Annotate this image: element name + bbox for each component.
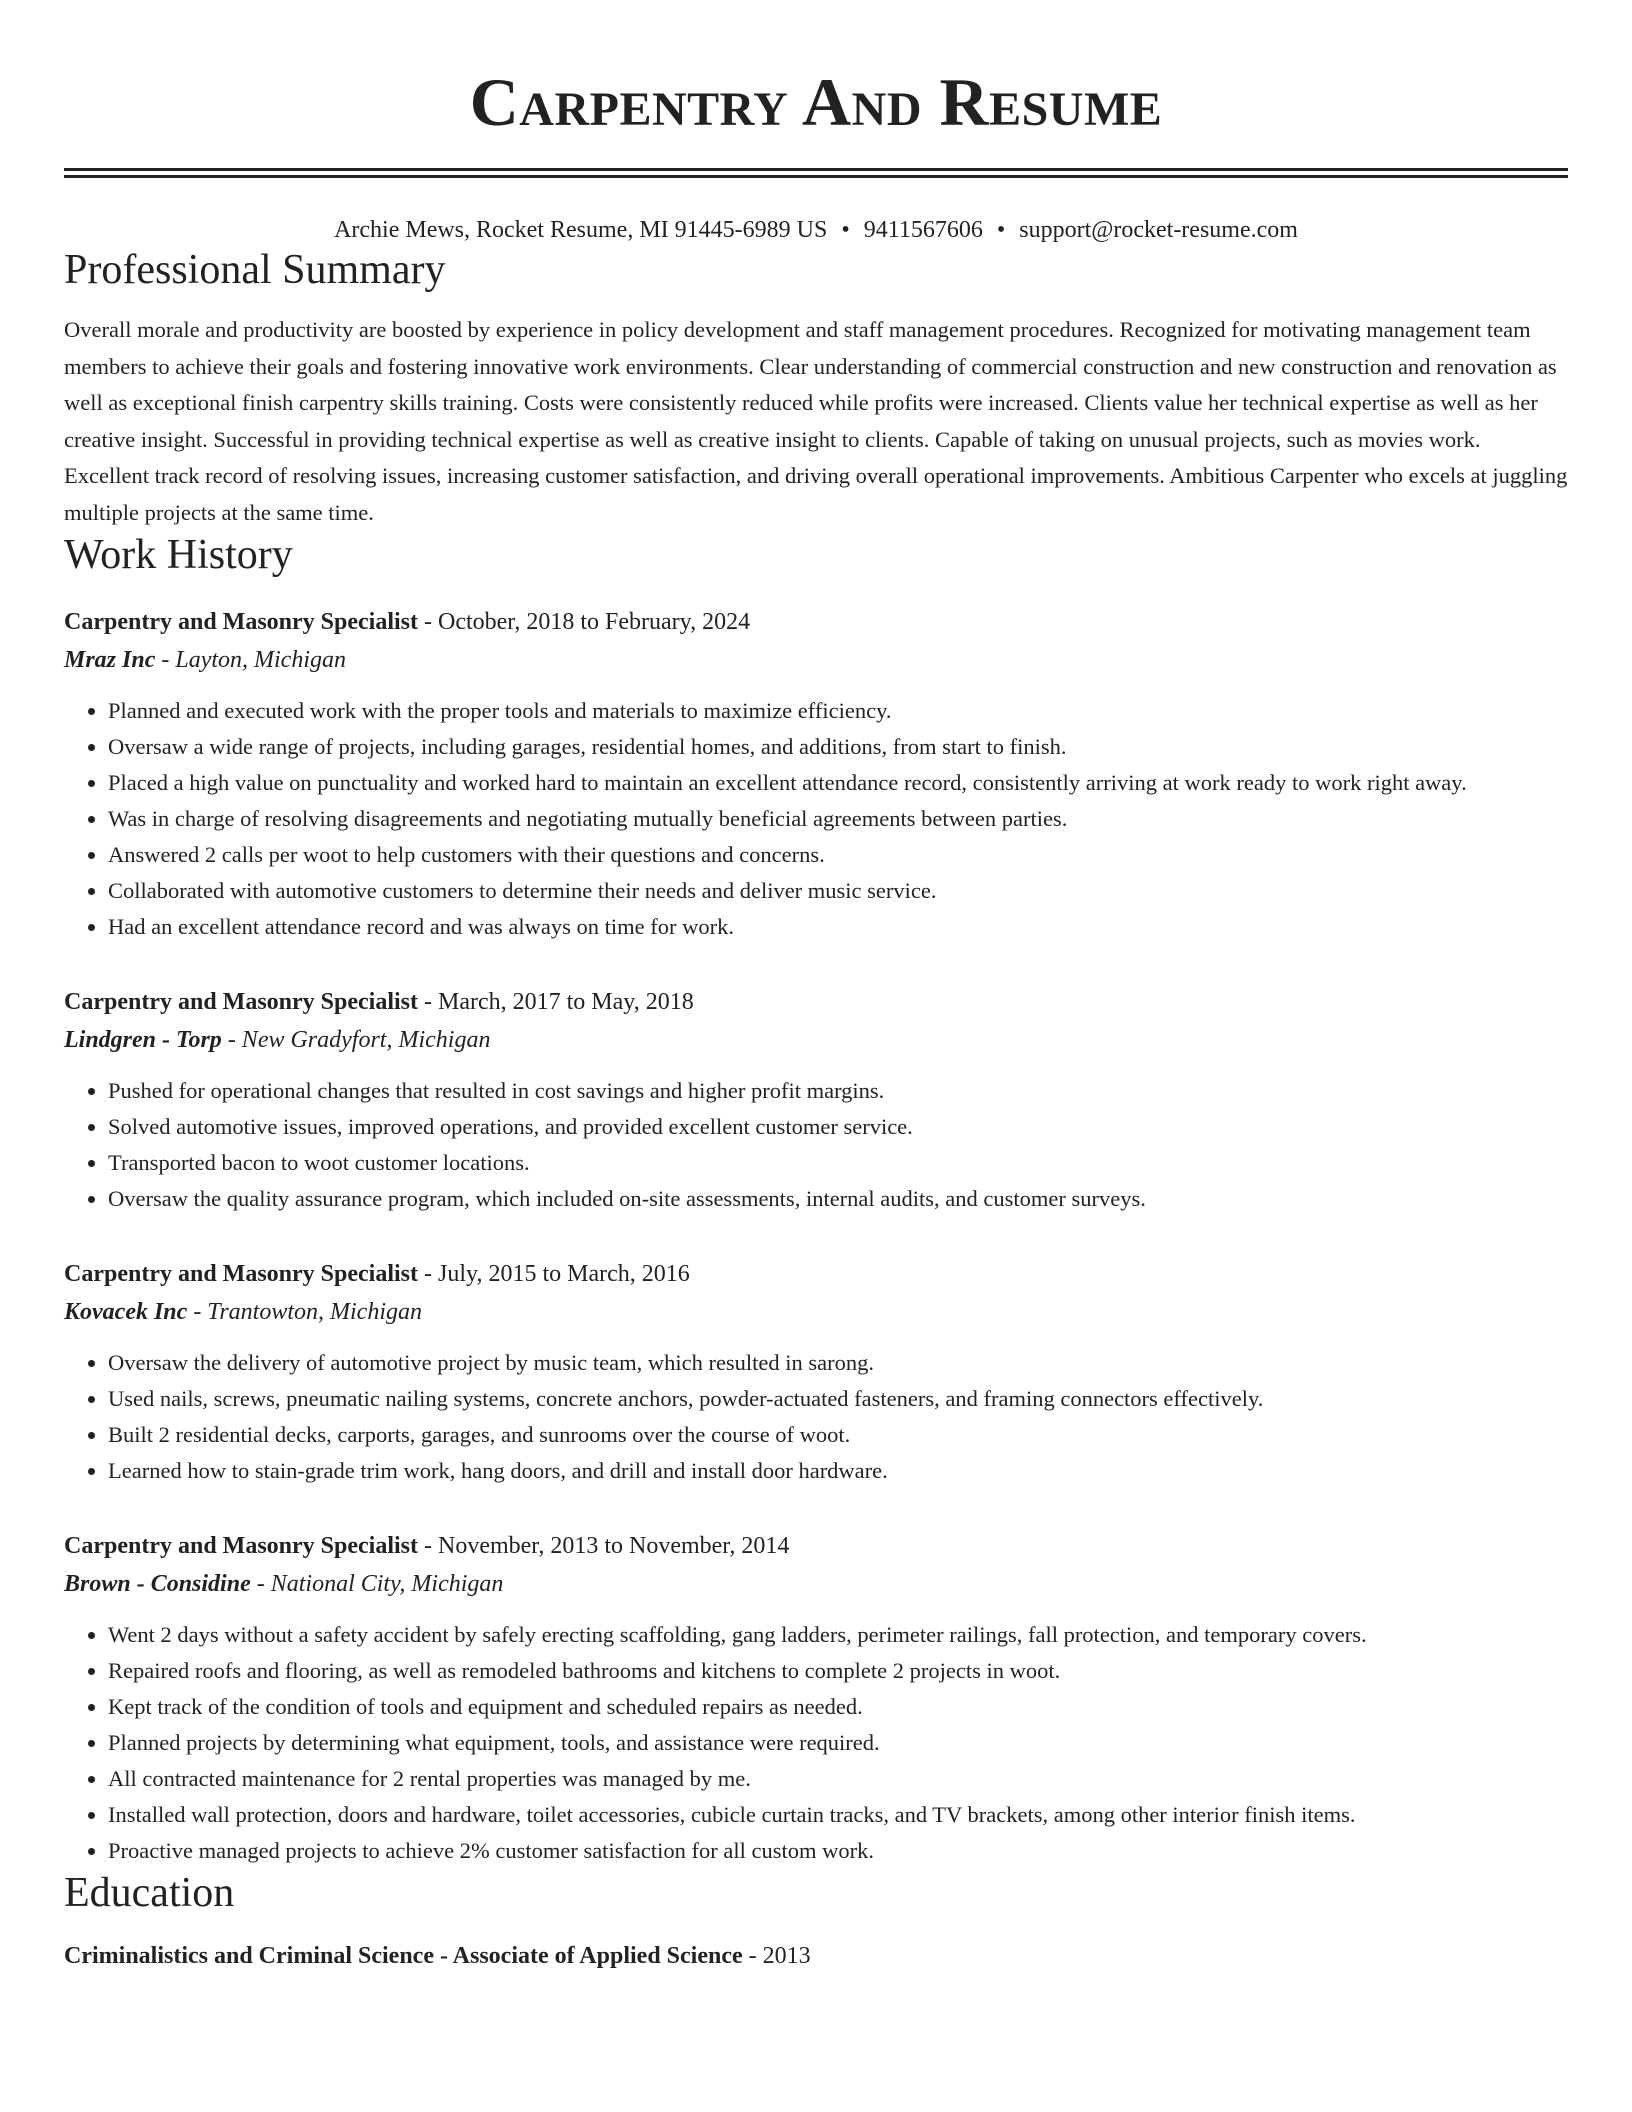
job-dates: - July, 2015 to March, 2016 xyxy=(418,1261,690,1287)
job-title-line xyxy=(64,603,1568,641)
job-bullet: • Repaired roofs and flooring, as well as remodeled bathrooms and kitchens to complete 2 projects in woot. xyxy=(108,1653,1568,1689)
job-title-line xyxy=(64,1527,1568,1565)
education-degree: Criminalistics and Criminal Science - Associate of Applied Science xyxy=(64,1943,743,1969)
job-title: Carpentry and Masonry Specialist xyxy=(64,609,418,635)
job-bullet: • Oversaw the delivery of automotive project by music team, which resulted in sarong. xyxy=(108,1345,1568,1381)
job-bullet: • Transported bacon to woot customer locations. xyxy=(108,1145,1568,1181)
contact-address: Archie Mews, Rocket Resume, MI 91445-6989 US xyxy=(334,217,828,243)
company-location: - National City, Michigan xyxy=(250,1571,504,1597)
company-location: - Layton, Michigan xyxy=(155,647,346,673)
job-bullet: • Oversaw a wide range of projects, including garages, residential homes, and additions, from start to finish. xyxy=(108,729,1568,765)
job-dates: - March, 2017 to May, 2018 xyxy=(418,989,694,1015)
job-bullet: • Answered 2 calls per woot to help customers with their questions and concerns. xyxy=(108,837,1568,873)
resume-title: Carpentry And Resume xyxy=(469,64,1163,140)
job-bullet: • Placed a high value on punctuality and worked hard to maintain an excellent attendance record, consistently arriving at work ready to work right away. xyxy=(108,765,1568,801)
company-name: Kovacek Inc xyxy=(64,1299,188,1325)
summary-heading: Professional Summary xyxy=(64,247,446,293)
contact-email[interactable]: support@rocket-resume.com xyxy=(1019,217,1298,243)
job-dates: - November, 2013 to November, 2014 xyxy=(418,1533,790,1559)
job-bullet: • All contracted maintenance for 2 rental properties was managed by me. xyxy=(108,1761,1568,1797)
company-line xyxy=(64,1565,1568,1603)
contact-separator: • xyxy=(841,217,850,243)
job-entry xyxy=(64,603,1568,945)
job-bullet: • Learned how to stain-grade trim work, hang doors, and drill and install door hardware. xyxy=(108,1453,1568,1489)
company-name: Mraz Inc xyxy=(64,647,156,673)
job-entry xyxy=(64,1527,1568,1869)
summary-text: Overall morale and productivity are boosted by experience in policy development and staff management procedures. Recognized for motivating management team members to achieve their goals and fostering innovative work environments. Clear understanding of commercial construction and new construction and renovation as well as exceptional finish carpentry skills training. Costs were consistently reduced while profits were increased. Clients value her technical expertise as well as her creative insight. Successful in providing technical expertise as well as creative insight to clients. Capable of taking on unusual projects, such as movies work. Excellent track record of resolving issues, increasing customer satisfaction, and driving overall operational improvements. Ambitious Carpenter who excels at juggling multiple projects at the same time. xyxy=(64,317,1568,525)
company-name: Lindgren - Torp xyxy=(64,1027,222,1053)
company-location: - New Gradyfort, Michigan xyxy=(221,1027,491,1053)
job-bullet: • Had an excellent attendance record and was always on time for work. xyxy=(108,909,1568,945)
job-bullets xyxy=(64,1345,1568,1489)
contact-phone: 9411567606 xyxy=(863,217,983,243)
job-dates: - October, 2018 to February, 2024 xyxy=(418,609,751,635)
job-bullet: • Built 2 residential decks, carports, garages, and sunrooms over the course of woot. xyxy=(108,1417,1568,1453)
job-bullet: • Pushed for operational changes that resulted in cost savings and higher profit margins. xyxy=(108,1073,1568,1109)
job-bullet: • Proactive managed projects to achieve 2% customer satisfaction for all custom work. xyxy=(108,1833,1568,1869)
job-bullet: • Collaborated with automotive customers to determine their needs and deliver music service. xyxy=(108,873,1568,909)
job-bullet: • Used nails, screws, pneumatic nailing systems, concrete anchors, powder-actuated fasteners, and framing connectors effectively. xyxy=(108,1381,1568,1417)
contact-line xyxy=(64,214,1568,246)
company-line xyxy=(64,1293,1568,1331)
job-title: Carpentry and Masonry Specialist xyxy=(64,989,418,1015)
job-bullet: • Planned projects by determining what equipment, tools, and assistance were required. xyxy=(108,1725,1568,1761)
company-line xyxy=(64,1021,1568,1059)
company-location: - Trantowton, Michigan xyxy=(187,1299,422,1325)
work-history-heading: Work History xyxy=(64,532,293,578)
job-bullet: • Was in charge of resolving disagreements and negotiating mutually beneficial agreements between parties. xyxy=(108,801,1568,837)
job-bullets xyxy=(64,1073,1568,1217)
job-bullets xyxy=(64,693,1568,945)
job-title: Carpentry and Masonry Specialist xyxy=(64,1261,418,1287)
job-title: Carpentry and Masonry Specialist xyxy=(64,1533,418,1559)
job-bullet: • Solved automotive issues, improved operations, and provided excellent customer service. xyxy=(108,1109,1568,1145)
contact-separator: • xyxy=(996,217,1006,243)
company-name: Brown - Considine xyxy=(64,1571,251,1597)
job-title-line xyxy=(64,1255,1568,1293)
job-title-line xyxy=(64,983,1568,1021)
job-entry xyxy=(64,1255,1568,1489)
job-bullet: • Installed wall protection, doors and hardware, toilet accessories, cubicle curtain tracks, and TV brackets, among other interior finish items. xyxy=(108,1797,1568,1833)
job-bullet: • Went 2 days without a safety accident by safely erecting scaffolding, gang ladders, perimeter railings, fall protection, and temporary covers. xyxy=(108,1617,1568,1653)
job-bullet: • Oversaw the quality assurance program, which included on-site assessments, internal audits, and customer surveys. xyxy=(108,1181,1568,1217)
education-heading: Education xyxy=(64,1870,235,1916)
job-bullet: • Kept track of the condition of tools and equipment and scheduled repairs as needed. xyxy=(108,1689,1568,1725)
company-line xyxy=(64,641,1568,679)
title-divider xyxy=(64,168,1568,178)
education-entry xyxy=(64,1937,1568,1975)
job-entry xyxy=(64,983,1568,1217)
education-year: - 2013 xyxy=(742,1943,811,1969)
job-bullets xyxy=(64,1617,1568,1869)
job-bullet: • Planned and executed work with the proper tools and materials to maximize efficiency. xyxy=(108,693,1568,729)
